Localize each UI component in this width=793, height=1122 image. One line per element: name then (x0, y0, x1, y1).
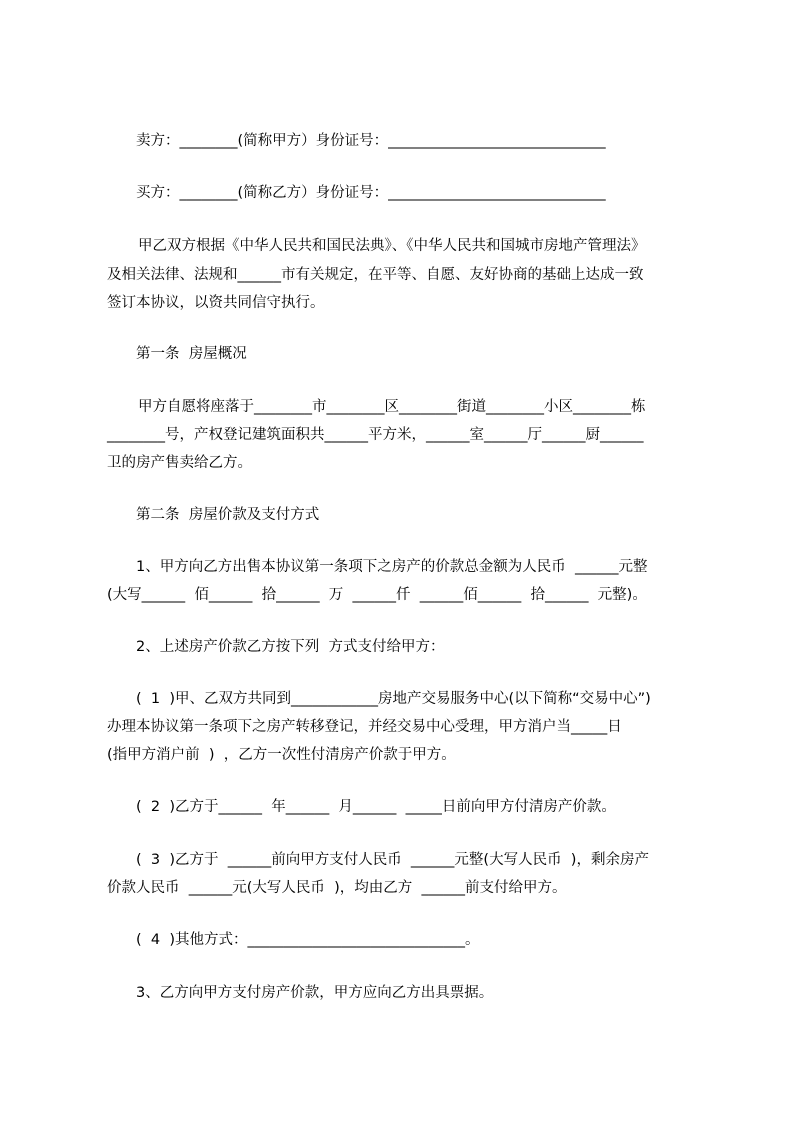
buyer-line: 买方：________(简称乙方）身份证号：______________________________ (136, 185, 606, 201)
article-1-title: 第一条 房屋概况 (136, 346, 247, 362)
clause-2: 2、上述房产价款乙方按下列 方式支付给甲方： (136, 639, 445, 655)
option-3-line-1: ( 3 )乙方于 ______前向甲方支付人民币 ______元整(大写人民币 )，剩余房产 (136, 852, 649, 868)
preamble-line-2: 及相关法律、法规和______市有关规定，在平等、自愿、友好协商的基础上达成一致 (107, 267, 644, 283)
option-4: ( 4 )其他方式：______________________________。 (136, 932, 480, 948)
option-2: ( 2 )乙方于______ 年______ 月______ _____日前向甲方付清房产价款。 (136, 799, 616, 815)
article-1-line-3: 卫的房产售卖给乙方。 (107, 455, 252, 471)
option-3-line-2: 价款人民币 ______元(大写人民币 )，均由乙方 ______前支付给甲方。 (107, 880, 567, 896)
clause-1-line-2: (大写______ 佰______ 拾______ 万 ______仟 ______佰______ 拾______ 元整)。 (107, 587, 647, 603)
article-1-line-1: 甲方自愿将座落于________市________区________街道________小区________栋 (138, 399, 646, 415)
preamble-line-3: 签订本协议，以资共同信守执行。 (107, 295, 325, 311)
clause-1-line-1: 1、甲方向乙方出售本协议第一条项下之房产的价款总金额为人民币 ______元整 (136, 559, 648, 575)
option-1-line-1: ( 1 )甲、乙双方共同到____________房地产交易服务中心(以下简称“交易中心”) (136, 691, 651, 707)
option-1-line-3: (指甲方消户前 ) ，乙方一次性付清房产价款于甲方。 (107, 747, 456, 763)
article-2-title: 第二条 房屋价款及支付方式 (136, 507, 320, 523)
clause-3: 3、乙方向甲方支付房产价款，甲方应向乙方出具票据。 (136, 985, 494, 1001)
article-1-line-2: ________号，产权登记建筑面积共______平方米，______室______厅______厨______ (107, 427, 644, 443)
preamble-line-1: 甲乙双方根据《中华人民共和国民法典》、《中华人民共和国城市房地产管理法》 (138, 238, 646, 254)
option-1-line-2: 办理本协议第一条项下之房产转移登记，并经交易中心受理，甲方消户当_____日 (107, 719, 622, 735)
seller-line: 卖方：________(简称甲方）身份证号：______________________________ (136, 133, 606, 149)
